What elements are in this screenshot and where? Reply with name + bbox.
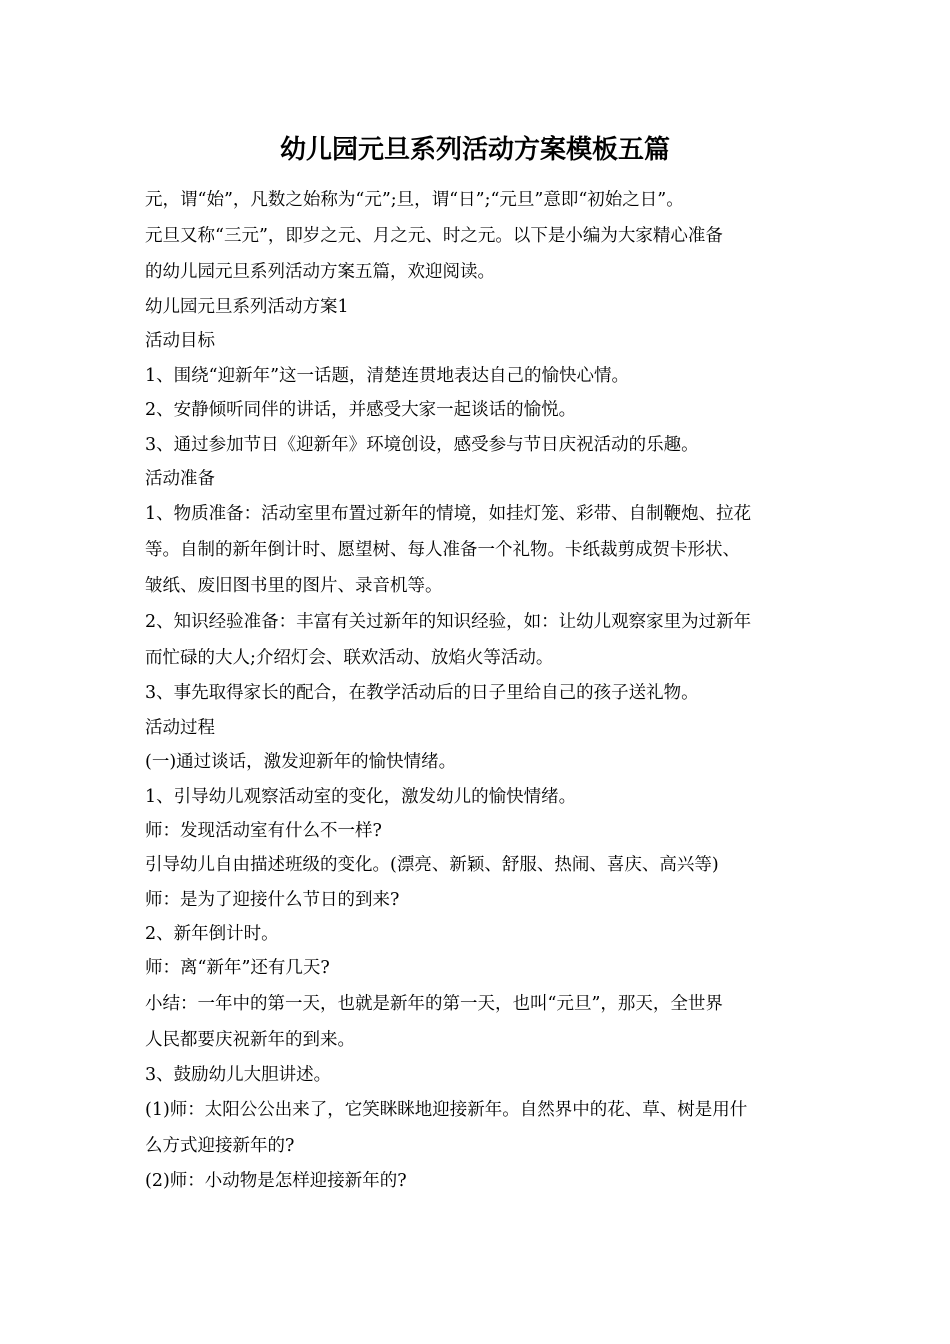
document-title: 幼儿园元旦系列活动方案模板五篇 [279,135,670,165]
section-heading: 幼儿园元旦系列活动方案1 [145,297,349,317]
subsection-heading: 活动目标 [145,331,215,352]
list-item: (2)师：小动物是怎样迎接新年的? [145,1171,407,1192]
document-body [145,182,825,1199]
paragraph-line: 元旦又称“三元”，即岁之元、月之元、时之元。以下是小编为大家精心准备 [145,226,723,246]
list-item: 3、鼓励幼儿大胆讲述。 [145,1064,332,1085]
subsection-heading: 活动准备 [145,468,215,489]
paragraph-line: 师：是为了迎接什么节日的到来? [145,889,400,910]
paragraph-line: 皱纸、废旧图书里的图片、录音机等。 [145,576,443,597]
list-item: 3、通过参加节日《迎新年》环境创设，感受参与节日庆祝活动的乐趣。 [145,434,699,455]
paragraph-line: 等。自制的新年倒计时、愿望树、每人准备一个礼物。卡纸裁剪成贺卡形状、 [145,540,740,561]
paragraph-line: 而忙碌的大人;介绍灯会、联欢活动、放焰火等活动。 [145,648,554,669]
list-item: 1、围绕“迎新年”这一话题，清楚连贯地表达自己的愉快心情。 [145,365,630,386]
paragraph-line: 人民都要庆祝新年的到来。 [145,1029,355,1050]
list-item: 1、引导幼儿观察活动室的变化，激发幼儿的愉快情绪。 [145,786,577,807]
list-item: 2、新年倒计时。 [145,924,279,945]
subsection-heading: 活动过程 [145,717,215,738]
list-item: (1)师：太阳公公出来了，它笑眯眯地迎接新年。自然界中的花、草、树是用什 [145,1100,748,1121]
list-item: (一)通过谈话，激发迎新年的愉快情绪。 [145,752,457,773]
paragraph-line: 的幼儿园元旦系列活动方案五篇，欢迎阅读。 [145,262,495,282]
paragraph-line: 小结：一年中的第一天，也就是新年的第一天，也叫“元旦”，那天，全世界 [145,993,723,1014]
paragraph-line: 元，谓“始”，凡数之始称为“元”;旦，谓“日”;“元旦”意即“初始之日”。 [145,190,684,210]
paragraph-line: 师：离“新年”还有几天? [145,958,330,979]
list-item: 2、知识经验准备：丰富有关过新年的知识经验，如：让幼儿观察家里为过新年 [145,612,752,633]
list-item: 1、物质准备：活动室里布置过新年的情境，如挂灯笼、彩带、自制鞭炮、拉花 [145,504,752,525]
paragraph-line: 么方式迎接新年的? [145,1136,295,1157]
list-item: 3、事先取得家长的配合，在教学活动后的日子里给自己的孩子送礼物。 [145,683,699,704]
paragraph-line: 引导幼儿自由描述班级的变化。(漂亮、新颖、舒服、热闹、喜庆、高兴等) [145,855,719,876]
list-item: 2、安静倾听同伴的讲话，并感受大家一起谈话的愉悦。 [145,400,577,421]
paragraph-line: 师：发现活动室有什么不一样? [145,820,382,841]
